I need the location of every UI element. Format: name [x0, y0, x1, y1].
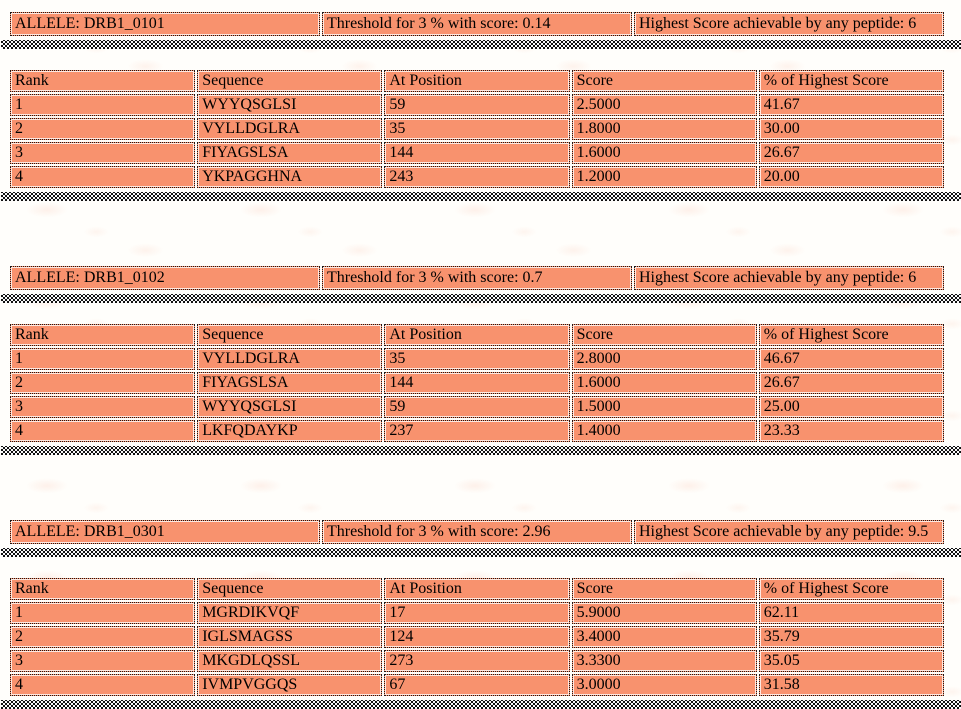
col-header-sequence: Sequence: [197, 70, 382, 92]
col-header-score: Score: [572, 70, 757, 92]
col-header-rank: Rank: [10, 70, 195, 92]
table-row: [10, 372, 944, 394]
sequence-cell: VYLLDGLRA: [197, 118, 382, 140]
score-cell: 1.5000: [572, 396, 757, 418]
percent-cell: 23.33: [759, 420, 944, 442]
score-cell: 1.2000: [572, 166, 757, 188]
percent-cell: 26.67: [759, 142, 944, 164]
score-cell: 1.8000: [572, 118, 757, 140]
allele-cell: ALLELE: DRB1_0102: [10, 266, 320, 290]
position-cell: 144: [384, 372, 569, 394]
table-header-row: [10, 578, 944, 600]
position-cell: 144: [384, 142, 569, 164]
col-header-position: At Position: [384, 324, 569, 346]
allele-cell: ALLELE: DRB1_0101: [10, 12, 320, 36]
score-cell: 3.3300: [572, 650, 757, 672]
allele-section: [8, 518, 961, 698]
position-cell: 35: [384, 348, 569, 370]
highest-score-cell: Highest Score achievable by any peptide: 9.5: [634, 520, 944, 544]
rank-cell: 3: [10, 396, 195, 418]
sequence-cell: IVMPVGGQS: [197, 674, 382, 696]
percent-cell: 41.67: [759, 94, 944, 116]
score-cell: 1.6000: [572, 372, 757, 394]
rank-cell: 2: [10, 626, 195, 648]
col-header-percent: % of Highest Score: [759, 70, 944, 92]
allele-cell: ALLELE: DRB1_0301: [10, 520, 320, 544]
table-row: [10, 94, 944, 116]
position-cell: 59: [384, 94, 569, 116]
score-cell: 2.5000: [572, 94, 757, 116]
threshold-cell: Threshold for 3 % with score: 0.14: [322, 12, 632, 36]
allele-section: [8, 10, 961, 190]
position-cell: 243: [384, 166, 569, 188]
sequence-cell: VYLLDGLRA: [197, 348, 382, 370]
table-row: [10, 626, 944, 648]
table-row: [10, 602, 944, 624]
threshold-cell: Threshold for 3 % with score: 2.96: [322, 520, 632, 544]
table-row: [10, 420, 944, 442]
col-header-rank: Rank: [10, 578, 195, 600]
section-header: [8, 10, 961, 38]
results-table: [8, 576, 961, 698]
table-row: [10, 674, 944, 696]
rank-cell: 2: [10, 118, 195, 140]
score-cell: 5.9000: [572, 602, 757, 624]
table-row: [10, 142, 944, 164]
position-cell: 273: [384, 650, 569, 672]
sequence-cell: FIYAGSLSA: [197, 142, 382, 164]
score-cell: 1.4000: [572, 420, 757, 442]
results-table: [8, 322, 961, 444]
rank-cell: 3: [10, 142, 195, 164]
sequence-cell: FIYAGSLSA: [197, 372, 382, 394]
table-row: [10, 348, 944, 370]
score-cell: 1.6000: [572, 142, 757, 164]
col-header-percent: % of Highest Score: [759, 324, 944, 346]
highest-score-cell: Highest Score achievable by any peptide: 6: [634, 266, 944, 290]
position-cell: 67: [384, 674, 569, 696]
rank-cell: 1: [10, 94, 195, 116]
percent-cell: 30.00: [759, 118, 944, 140]
col-header-position: At Position: [384, 70, 569, 92]
position-cell: 124: [384, 626, 569, 648]
rank-cell: 3: [10, 650, 195, 672]
rank-cell: 4: [10, 420, 195, 442]
table-header-row: [10, 70, 944, 92]
col-header-percent: % of Highest Score: [759, 578, 944, 600]
table-row: [10, 396, 944, 418]
results-table: [8, 68, 961, 190]
threshold-cell: Threshold for 3 % with score: 0.7: [322, 266, 632, 290]
sequence-cell: YKPAGGHNA: [197, 166, 382, 188]
position-cell: 59: [384, 396, 569, 418]
percent-cell: 46.67: [759, 348, 944, 370]
position-cell: 35: [384, 118, 569, 140]
score-cell: 2.8000: [572, 348, 757, 370]
rank-cell: 1: [10, 348, 195, 370]
section-header: [8, 518, 961, 546]
table-header-row: [10, 324, 944, 346]
position-cell: 237: [384, 420, 569, 442]
sequence-cell: IGLSMAGSS: [197, 626, 382, 648]
percent-cell: 25.00: [759, 396, 944, 418]
score-cell: 3.4000: [572, 626, 757, 648]
section-header: [8, 264, 961, 292]
col-header-score: Score: [572, 324, 757, 346]
rank-cell: 4: [10, 674, 195, 696]
position-cell: 17: [384, 602, 569, 624]
col-header-rank: Rank: [10, 324, 195, 346]
table-row: [10, 650, 944, 672]
score-cell: 3.0000: [572, 674, 757, 696]
rank-cell: 4: [10, 166, 195, 188]
percent-cell: 62.11: [759, 602, 944, 624]
table-row: [10, 118, 944, 140]
col-header-position: At Position: [384, 578, 569, 600]
allele-section: [8, 264, 961, 444]
percent-cell: 35.05: [759, 650, 944, 672]
table-row: [10, 166, 944, 188]
rank-cell: 2: [10, 372, 195, 394]
sequence-cell: MKGDLQSSL: [197, 650, 382, 672]
sequence-cell: LKFQDAYKP: [197, 420, 382, 442]
rank-cell: 1: [10, 602, 195, 624]
percent-cell: 31.58: [759, 674, 944, 696]
sequence-cell: MGRDIKVQF: [197, 602, 382, 624]
highest-score-cell: Highest Score achievable by any peptide: 6: [634, 12, 944, 36]
percent-cell: 26.67: [759, 372, 944, 394]
col-header-sequence: Sequence: [197, 324, 382, 346]
sequence-cell: WYYQSGLSI: [197, 94, 382, 116]
col-header-sequence: Sequence: [197, 578, 382, 600]
percent-cell: 20.00: [759, 166, 944, 188]
percent-cell: 35.79: [759, 626, 944, 648]
sequence-cell: WYYQSGLSI: [197, 396, 382, 418]
col-header-score: Score: [572, 578, 757, 600]
